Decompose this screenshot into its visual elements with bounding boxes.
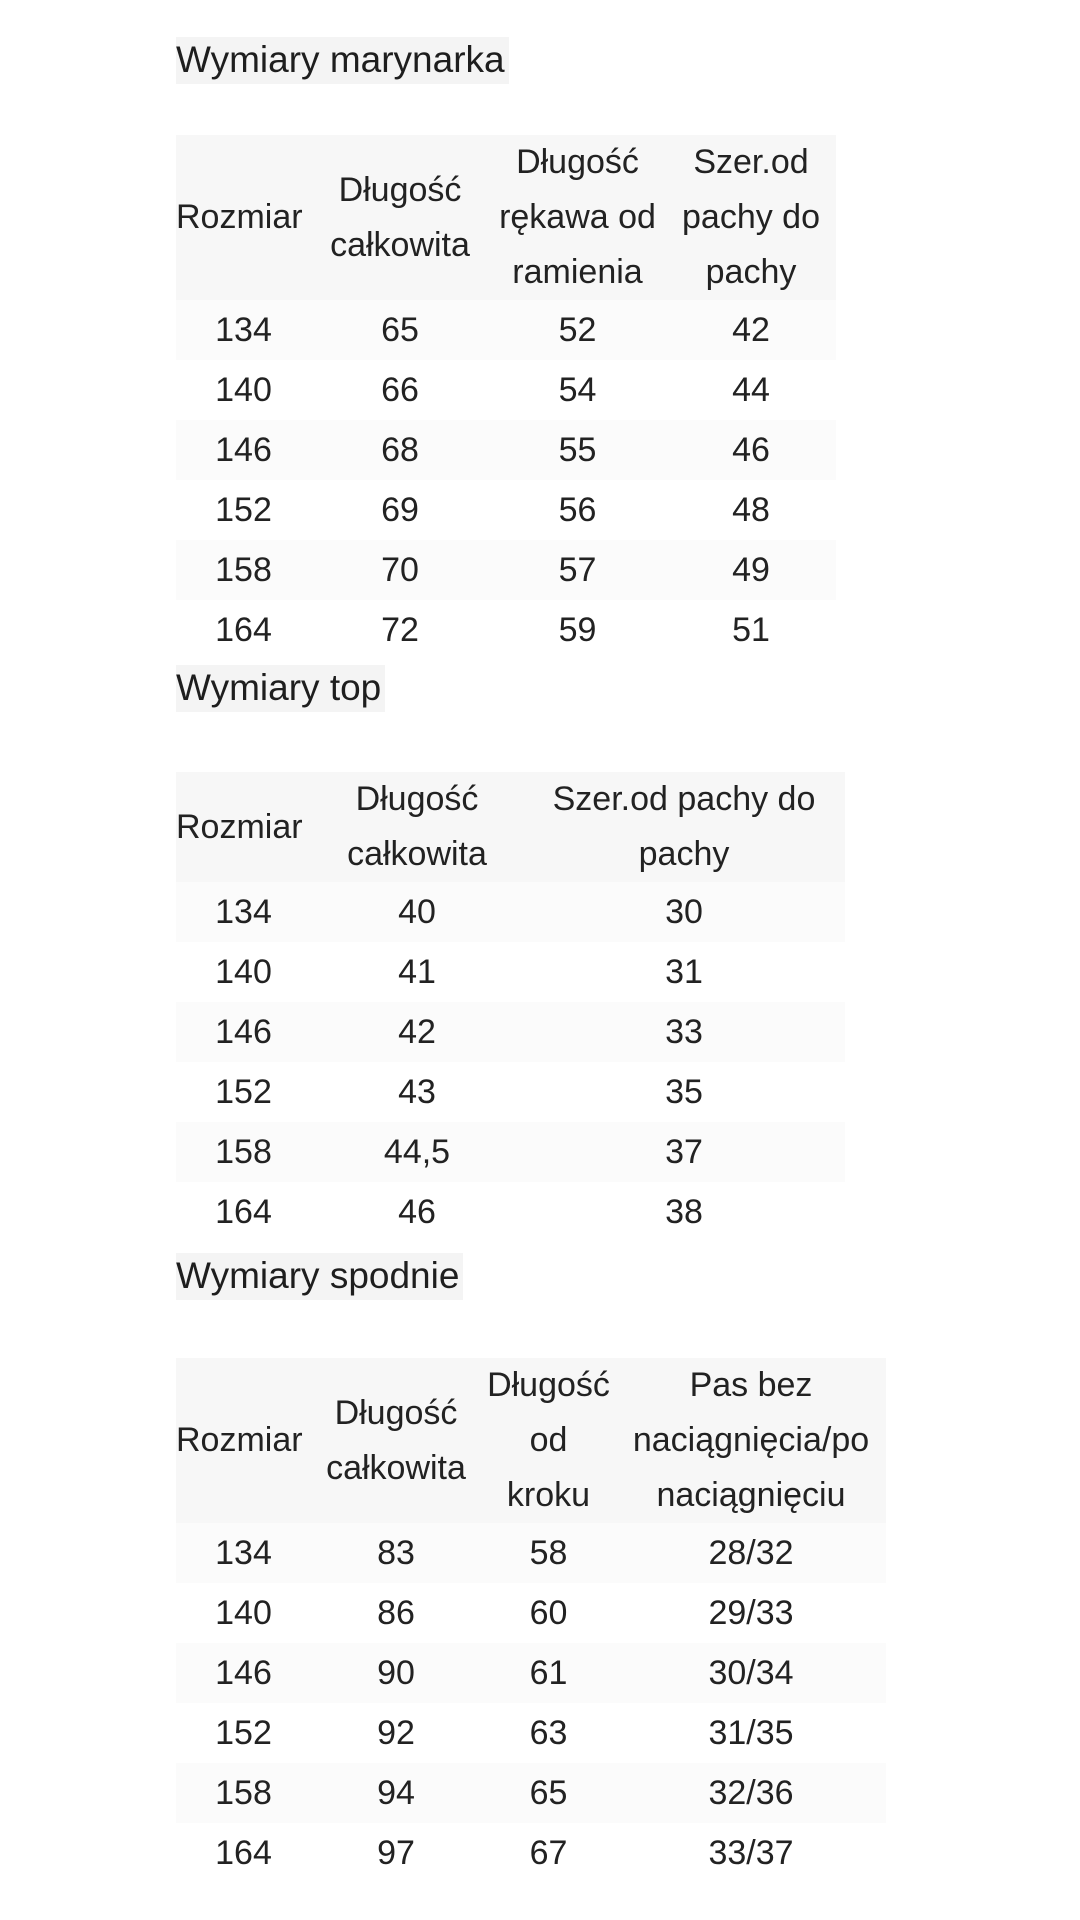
cell-rozmiar: 152 bbox=[215, 1073, 272, 1111]
cell-value: 30/34 bbox=[616, 1643, 886, 1703]
cell-value: 68 bbox=[311, 420, 489, 480]
table-body bbox=[176, 300, 836, 660]
cell-value: 46 bbox=[666, 420, 836, 480]
cell-value: 66 bbox=[381, 371, 419, 409]
table-body bbox=[176, 882, 845, 1242]
header-dlugosc-calkowita: Długość całkowita bbox=[311, 772, 523, 882]
table-row bbox=[176, 942, 845, 1002]
table-row bbox=[176, 882, 845, 942]
cell-value: 48 bbox=[732, 491, 770, 529]
table-row bbox=[176, 1523, 886, 1583]
table-row bbox=[176, 1643, 886, 1703]
cell-value: 46 bbox=[398, 1193, 436, 1231]
header-szer-pachy: Szer.od pachy do pachy bbox=[523, 772, 845, 882]
cell-value: 72 bbox=[381, 611, 419, 649]
cell-value: 35 bbox=[665, 1073, 703, 1111]
cell-rozmiar: 134 bbox=[176, 1523, 311, 1583]
cell-value: 65 bbox=[311, 300, 489, 360]
cell-rozmiar: 134 bbox=[176, 882, 311, 942]
table-row bbox=[176, 540, 836, 600]
cell-value: 65 bbox=[481, 1763, 616, 1823]
cell-value: 92 bbox=[377, 1714, 415, 1752]
cell-rozmiar: 152 bbox=[215, 1714, 272, 1752]
cell-value: 57 bbox=[489, 540, 666, 600]
table-top bbox=[176, 772, 845, 1242]
table-row bbox=[176, 600, 836, 660]
cell-value: 49 bbox=[666, 540, 836, 600]
cell-rozmiar: 140 bbox=[215, 953, 272, 991]
cell-rozmiar: 146 bbox=[176, 1002, 311, 1062]
cell-value: 90 bbox=[311, 1643, 481, 1703]
header-dlugosc-kroku: Długość od kroku bbox=[481, 1358, 616, 1523]
cell-value: 40 bbox=[311, 882, 523, 942]
cell-value: 42 bbox=[666, 300, 836, 360]
cell-value: 30 bbox=[523, 882, 845, 942]
cell-rozmiar: 158 bbox=[176, 540, 311, 600]
table-row bbox=[176, 360, 836, 420]
cell-value: 28/32 bbox=[616, 1523, 886, 1583]
cell-value: 31 bbox=[665, 953, 703, 991]
cell-value: 67 bbox=[529, 1834, 568, 1872]
cell-value: 51 bbox=[732, 611, 770, 649]
cell-value: 54 bbox=[558, 371, 597, 409]
cell-rozmiar: 146 bbox=[176, 420, 311, 480]
cell-rozmiar: 164 bbox=[215, 1193, 272, 1231]
table-row bbox=[176, 1583, 886, 1643]
table-spodnie bbox=[176, 1358, 886, 1883]
cell-value: 37 bbox=[523, 1122, 845, 1182]
header-dlugosc-rekawa: Długość rękawa od ramienia bbox=[489, 135, 666, 300]
header-rozmiar: Rozmiar bbox=[176, 135, 311, 300]
cell-rozmiar: 164 bbox=[215, 611, 272, 649]
cell-value: 38 bbox=[665, 1193, 703, 1231]
table-row bbox=[176, 420, 836, 480]
cell-value: 97 bbox=[377, 1834, 415, 1872]
section-title-marynarka: Wymiary marynarka bbox=[176, 38, 509, 82]
table-row bbox=[176, 300, 836, 360]
table-marynarka bbox=[176, 135, 836, 660]
table-header-row bbox=[176, 1358, 886, 1523]
table-row bbox=[176, 1703, 886, 1763]
cell-value: 94 bbox=[311, 1763, 481, 1823]
cell-rozmiar: 164 bbox=[215, 1834, 272, 1872]
header-rozmiar: Rozmiar bbox=[176, 772, 311, 882]
table-header-row bbox=[176, 772, 845, 882]
cell-value: 31/35 bbox=[708, 1714, 794, 1752]
cell-value: 43 bbox=[398, 1073, 436, 1111]
cell-value: 33 bbox=[523, 1002, 845, 1062]
cell-value: 55 bbox=[489, 420, 666, 480]
table-header-row bbox=[176, 135, 836, 300]
cell-value: 58 bbox=[481, 1523, 616, 1583]
cell-value: 41 bbox=[398, 953, 436, 991]
cell-value: 61 bbox=[481, 1643, 616, 1703]
cell-rozmiar: 146 bbox=[176, 1643, 311, 1703]
cell-value: 32/36 bbox=[616, 1763, 886, 1823]
table-row bbox=[176, 1763, 886, 1823]
cell-value: 44 bbox=[732, 371, 770, 409]
cell-rozmiar: 152 bbox=[215, 491, 272, 529]
cell-value: 33/37 bbox=[708, 1834, 794, 1872]
table-body bbox=[176, 1523, 886, 1883]
table-row bbox=[176, 480, 836, 540]
cell-rozmiar: 140 bbox=[215, 371, 272, 409]
cell-value: 42 bbox=[311, 1002, 523, 1062]
cell-value: 70 bbox=[311, 540, 489, 600]
section-title-top: Wymiary top bbox=[176, 666, 385, 710]
header-dlugosc-calkowita: Długość całkowita bbox=[311, 135, 489, 300]
header-pas: Pas bez naciągnięcia/po naciągnięciu bbox=[616, 1358, 886, 1523]
table-row bbox=[176, 1062, 845, 1122]
cell-value: 83 bbox=[311, 1523, 481, 1583]
table-row bbox=[176, 1122, 845, 1182]
cell-value: 52 bbox=[489, 300, 666, 360]
cell-value: 63 bbox=[529, 1714, 568, 1752]
table-row bbox=[176, 1182, 845, 1242]
table-row bbox=[176, 1002, 845, 1062]
header-dlugosc-calkowita: Długość całkowita bbox=[311, 1358, 481, 1523]
cell-value: 56 bbox=[558, 491, 597, 529]
cell-rozmiar: 140 bbox=[215, 1594, 272, 1632]
cell-rozmiar: 134 bbox=[176, 300, 311, 360]
table-row bbox=[176, 1823, 886, 1883]
header-rozmiar: Rozmiar bbox=[176, 1358, 311, 1523]
cell-rozmiar: 158 bbox=[176, 1763, 311, 1823]
cell-value: 44,5 bbox=[311, 1122, 523, 1182]
header-szer-pachy: Szer.od pachy do pachy bbox=[666, 135, 836, 300]
cell-value: 29/33 bbox=[708, 1594, 794, 1632]
cell-rozmiar: 158 bbox=[176, 1122, 311, 1182]
section-title-spodnie: Wymiary spodnie bbox=[176, 1254, 463, 1298]
cell-value: 69 bbox=[381, 491, 419, 529]
cell-value: 86 bbox=[377, 1594, 415, 1632]
cell-value: 59 bbox=[558, 611, 597, 649]
cell-value: 60 bbox=[529, 1594, 568, 1632]
